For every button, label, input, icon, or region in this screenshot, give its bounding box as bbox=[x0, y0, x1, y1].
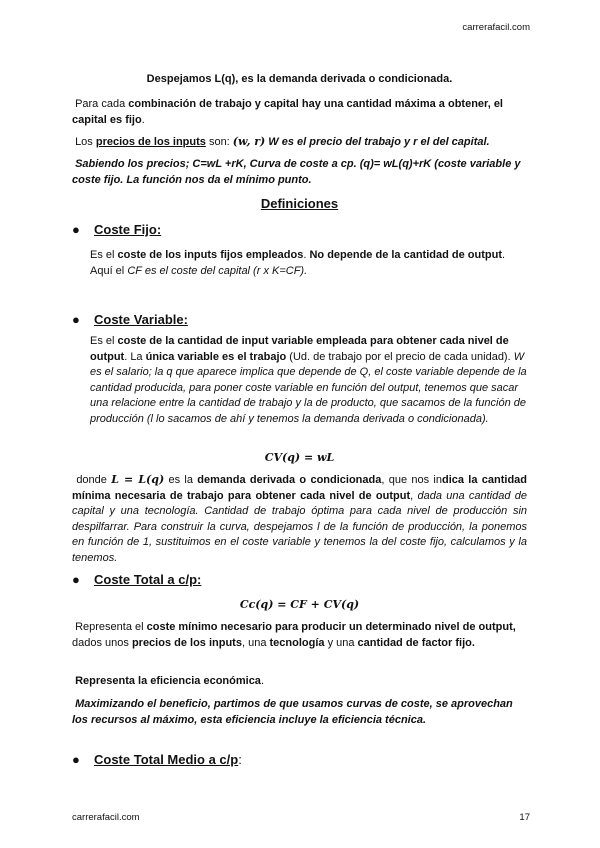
text-bold: No depende de la cantidad de output bbox=[309, 249, 502, 261]
text: Para cada bbox=[75, 98, 129, 110]
text-bold: demanda derivada o condicionada bbox=[197, 474, 382, 486]
bullet-icon: ● bbox=[72, 312, 80, 327]
text: . La bbox=[124, 350, 146, 363]
paragraph-demanda-condicionada bbox=[72, 472, 527, 566]
heading-coste-total bbox=[72, 572, 201, 587]
text: , bbox=[410, 489, 418, 502]
paragraph-combinacion bbox=[72, 97, 527, 128]
bullet-icon: ● bbox=[72, 572, 80, 587]
text-italic: CF es el coste del capital (r x K=CF). bbox=[127, 264, 308, 277]
header-site: carrerafacil.com bbox=[462, 22, 530, 33]
text-bold: dica la cantidad mínima necesaria de trabajo para obtener cada nivel de output bbox=[72, 474, 528, 502]
heading-text: Coste Total a c/p: bbox=[94, 572, 202, 587]
text: . bbox=[141, 113, 145, 126]
text: : bbox=[238, 752, 242, 767]
text: Es el bbox=[90, 249, 118, 261]
text-bold-italic: W es el precio del trabajo y r el del capital. bbox=[265, 136, 490, 148]
paragraph-maximizando bbox=[72, 697, 527, 728]
text-bold: coste de los inputs fijos empleados bbox=[117, 249, 304, 261]
text: Los bbox=[75, 136, 96, 148]
text-bold: Representa la eficiencia económica bbox=[75, 675, 261, 687]
bullet-icon: ● bbox=[72, 222, 80, 237]
formula-cv: CV(q) = wL bbox=[264, 451, 335, 464]
footer-site: carrerafacil.com bbox=[72, 812, 140, 823]
text: . bbox=[303, 249, 310, 261]
text-italic: dada una cantidad de capital y una tecnología. Cantidad de trabajo óptima para cada nivel de producción sin despilfarrar. Para construir la curva, despejamos l de la función de producción, la ponemos en función de 1, sustituimos en el coste variable y tenemos la del coste fijo, calculamos y la tenemos. bbox=[72, 489, 527, 564]
text: Representa el bbox=[75, 621, 147, 633]
text: y una bbox=[324, 636, 358, 649]
text-bold: precios de los inputs bbox=[131, 636, 242, 649]
text-bold: combinación de trabajo y capital hay una cantidad máxima a obtener, el capital es fijo bbox=[72, 98, 503, 126]
paragraph-sabiendo-precios bbox=[72, 157, 527, 188]
text: dados unos bbox=[72, 636, 132, 649]
text-bold: tecnología bbox=[269, 636, 325, 649]
heading-text: Coste Total Medio a c/p bbox=[94, 752, 239, 767]
text: Sabiendo los precios; C=wL +rK, Curva de coste a cp. (q)= wL(q)+rK (coste variable y coste fijo. La función nos da el mínimo punto. bbox=[72, 158, 521, 186]
text: . Aquí el bbox=[90, 249, 506, 277]
text: Es el bbox=[90, 335, 118, 347]
heading-text: Coste Fijo: bbox=[94, 222, 162, 237]
paragraph-coste-variable bbox=[90, 334, 527, 427]
heading-coste-total-medio bbox=[72, 752, 242, 767]
paragraph-precios-inputs bbox=[72, 134, 527, 151]
definitions-title: Definiciones bbox=[260, 196, 339, 211]
paragraph-coste-fijo bbox=[90, 248, 527, 279]
text: Maximizando el beneficio, partimos de que usamos curvas de coste, se aprovechan los recursos al máximo, esta eficiencia incluye la eficiencia técnica. bbox=[72, 698, 513, 726]
text-bold: única variable es el trabajo bbox=[145, 350, 287, 363]
text-italic: W es el salario; la q que aparece implica que depende de Q, el coste variable depende de la cantidad producida, para poner coste variable en función del output, tenemos que sacar una relacione entre la cantidad de trabajo y la de producto, que sacamos de la función de producción (l lo sacamos de ahí y tenemos la demanda derivada o condicionada). bbox=[90, 350, 527, 425]
text: , que nos in bbox=[381, 474, 442, 486]
text-bold: coste mínimo necesario para producir un determinado nivel de output, bbox=[146, 621, 516, 633]
text-bold-underline: precios de los inputs bbox=[95, 136, 206, 148]
text: . bbox=[260, 675, 264, 687]
bullet-icon: ● bbox=[72, 752, 80, 767]
formula-cc: Cc(q) = CF + CV(q) bbox=[239, 598, 360, 611]
text: es la bbox=[164, 474, 198, 486]
text: , una bbox=[241, 636, 270, 649]
text-math: (w, r) bbox=[232, 135, 266, 148]
text-bold: cantidad de factor fijo. bbox=[357, 636, 475, 649]
paragraph-demanda-derivada: Despejamos L(q), es la demanda derivada o condicionada. bbox=[146, 73, 453, 85]
text: donde bbox=[76, 474, 112, 486]
heading-text: Coste Variable: bbox=[94, 312, 188, 327]
page-number: 17 bbox=[519, 812, 530, 823]
text-math: L = L(q) bbox=[111, 473, 165, 486]
paragraph-coste-total bbox=[72, 620, 527, 651]
text-bold: coste de la cantidad de input variable empleada para obtener cada nivel de output bbox=[90, 335, 509, 363]
text: son: bbox=[205, 136, 233, 148]
heading-coste-fijo bbox=[72, 222, 161, 237]
text: (Ud. de trabajo por el precio de cada unidad). bbox=[286, 350, 514, 363]
paragraph-eficiencia-economica bbox=[72, 674, 527, 690]
heading-coste-variable bbox=[72, 312, 188, 327]
